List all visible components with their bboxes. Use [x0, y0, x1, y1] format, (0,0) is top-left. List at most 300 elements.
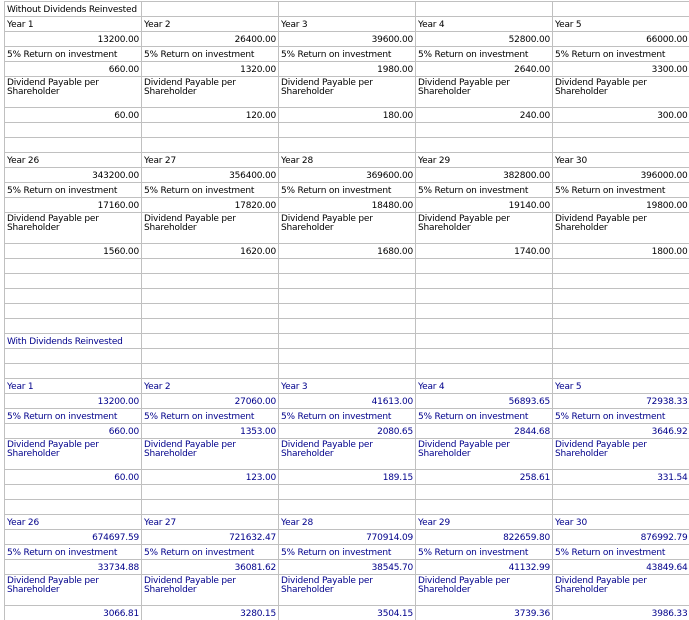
dividend-value-cell-text: 3986.33	[652, 609, 688, 619]
year-label-cell-text: Year 27	[144, 518, 176, 528]
return-value-cell-text: 19140.00	[509, 201, 550, 211]
return-value-row	[5, 560, 689, 575]
year-label-cell-text: Year 5	[555, 382, 581, 392]
year-header-row	[5, 515, 689, 530]
cell-empty[interactable]	[5, 304, 142, 319]
dividend-value-cell[interactable]	[5, 606, 142, 620]
total-value-cell-text: 13200.00	[98, 35, 139, 45]
year-header-row	[5, 379, 689, 394]
cell-empty[interactable]	[5, 289, 142, 304]
cell-empty[interactable]	[142, 304, 279, 319]
cell-empty[interactable]	[553, 123, 689, 138]
dividend-value-cell[interactable]	[279, 244, 416, 259]
return-label-cell[interactable]	[142, 183, 279, 198]
cell-empty[interactable]	[553, 2, 689, 17]
total-value-cell[interactable]	[279, 394, 416, 409]
dividend-label-cell[interactable]	[5, 77, 142, 108]
cell-empty[interactable]	[279, 349, 416, 364]
dividend-value-cell[interactable]	[416, 244, 553, 259]
cell-empty[interactable]	[553, 319, 689, 334]
return-value-cell[interactable]	[279, 560, 416, 575]
return-label-cell-text: 5% Return on investment	[7, 186, 117, 196]
cell-empty[interactable]	[5, 500, 142, 515]
cell-empty[interactable]	[416, 274, 553, 289]
dividend-value-cell-text: 189.15	[383, 473, 413, 483]
year-label-cell[interactable]	[416, 17, 553, 32]
dividend-value-cell[interactable]	[416, 606, 553, 620]
return-label-cell[interactable]	[553, 409, 689, 424]
cell-empty[interactable]	[279, 2, 416, 17]
dividend-label-cell-text: Dividend Payable per Shareholder	[7, 576, 99, 595]
dividend-value-cell[interactable]	[5, 470, 142, 485]
year-label-cell[interactable]	[279, 17, 416, 32]
cell-empty[interactable]	[142, 289, 279, 304]
year-label-cell[interactable]	[5, 515, 142, 530]
return-label-cell[interactable]	[279, 183, 416, 198]
return-value-cell[interactable]	[416, 198, 553, 213]
dividend-label-cell-text: Dividend Payable per Shareholder	[555, 214, 647, 233]
return-label-cell-text: 5% Return on investment	[144, 186, 254, 196]
dividend-label-cell[interactable]	[416, 213, 553, 244]
dividend-label-cell[interactable]	[142, 575, 279, 606]
return-value-cell[interactable]	[416, 424, 553, 439]
cell-empty[interactable]	[279, 500, 416, 515]
return-value-cell-text: 41132.99	[509, 563, 550, 573]
cell-empty[interactable]	[553, 274, 689, 289]
dividend-label-cell[interactable]	[279, 575, 416, 606]
total-value-cell[interactable]	[416, 394, 553, 409]
cell-empty[interactable]	[279, 319, 416, 334]
year-label-cell-text: Year 3	[281, 20, 307, 30]
total-value-cell-text: 356400.00	[229, 171, 276, 181]
dividend-label-cell-text: Dividend Payable per Shareholder	[418, 576, 510, 595]
total-value-cell[interactable]	[5, 32, 142, 47]
dividend-value-cell[interactable]	[5, 244, 142, 259]
dividend-value-cell[interactable]	[553, 606, 689, 620]
return-label-cell[interactable]	[279, 47, 416, 62]
dividend-value-cell[interactable]	[142, 606, 279, 620]
cell-empty[interactable]	[5, 364, 142, 379]
year-label-cell[interactable]	[142, 153, 279, 168]
cell-empty[interactable]	[553, 334, 689, 349]
dividend-label-cell[interactable]	[5, 575, 142, 606]
return-label-cell-text: 5% Return on investment	[144, 548, 254, 558]
return-label-cell[interactable]	[416, 47, 553, 62]
return-label-cell[interactable]	[142, 47, 279, 62]
year-label-cell[interactable]	[416, 515, 553, 530]
cell-empty[interactable]	[553, 138, 689, 153]
cell-empty[interactable]	[279, 123, 416, 138]
year-label-cell-text: Year 3	[281, 382, 307, 392]
return-label-cell[interactable]	[553, 545, 689, 560]
dividend-value-row	[5, 606, 689, 620]
return-value-cell[interactable]	[279, 198, 416, 213]
year-label-cell[interactable]	[279, 153, 416, 168]
dividend-value-cell[interactable]	[279, 470, 416, 485]
year-header-row	[5, 17, 689, 32]
cell-empty[interactable]	[142, 500, 279, 515]
dividend-value-cell-text: 1740.00	[514, 247, 550, 257]
dividend-label-cell-text: Dividend Payable per Shareholder	[281, 214, 373, 233]
cell-empty[interactable]	[5, 274, 142, 289]
dividend-label-cell-text: Dividend Payable per Shareholder	[418, 214, 510, 233]
dividend-label-cell[interactable]	[5, 439, 142, 470]
total-value-cell[interactable]	[5, 394, 142, 409]
return-label-cell[interactable]	[5, 409, 142, 424]
total-value-cell[interactable]	[416, 530, 553, 545]
return-value-cell-text: 38545.70	[372, 563, 413, 573]
return-value-cell[interactable]	[5, 198, 142, 213]
empty-row	[5, 274, 689, 289]
return-value-cell[interactable]	[416, 560, 553, 575]
cell-empty[interactable]	[416, 364, 553, 379]
dividend-label-cell[interactable]	[553, 575, 689, 606]
dividend-label-cell[interactable]	[142, 439, 279, 470]
dividend-label-cell[interactable]	[279, 439, 416, 470]
return-label-cell[interactable]	[142, 409, 279, 424]
return-value-row	[5, 198, 689, 213]
dividend-label-row	[5, 575, 689, 606]
cell-empty[interactable]	[416, 500, 553, 515]
year-label-cell[interactable]	[142, 17, 279, 32]
return-value-cell-text: 36081.62	[235, 563, 276, 573]
return-value-cell[interactable]	[553, 424, 689, 439]
return-value-row	[5, 62, 689, 77]
section-title-cell[interactable]	[5, 334, 142, 349]
total-row	[5, 168, 689, 183]
total-value-cell[interactable]	[416, 168, 553, 183]
dividend-value-cell-text: 258.61	[520, 473, 550, 483]
dividend-value-cell-text: 3504.15	[377, 609, 413, 619]
return-value-cell[interactable]	[5, 62, 142, 77]
empty-row	[5, 304, 689, 319]
total-value-cell[interactable]	[553, 530, 689, 545]
cell-empty[interactable]	[142, 259, 279, 274]
return-label-cell-text: 5% Return on investment	[418, 412, 528, 422]
dividend-value-cell[interactable]	[142, 244, 279, 259]
total-value-cell-text: 52800.00	[509, 35, 550, 45]
dividend-label-cell-text: Dividend Payable per Shareholder	[281, 576, 373, 595]
dividend-label-cell-text: Dividend Payable per Shareholder	[555, 78, 647, 97]
return-label-cell-text: 5% Return on investment	[7, 50, 117, 60]
return-label-cell[interactable]	[416, 409, 553, 424]
cell-empty[interactable]	[279, 259, 416, 274]
return-label-cell-text: 5% Return on investment	[144, 412, 254, 422]
cell-empty[interactable]	[279, 304, 416, 319]
dividend-value-cell-text: 60.00	[114, 111, 139, 121]
total-value-cell-text: 13200.00	[98, 397, 139, 407]
dividend-value-cell[interactable]	[142, 470, 279, 485]
year-label-cell-text: Year 29	[418, 518, 450, 528]
dividend-value-cell-text: 3739.36	[514, 609, 550, 619]
cell-empty[interactable]	[142, 349, 279, 364]
dividend-value-cell-text: 3280.15	[240, 609, 276, 619]
dividend-value-cell-text: 331.54	[657, 473, 687, 483]
total-value-cell[interactable]	[5, 168, 142, 183]
return-label-cell-text: 5% Return on investment	[555, 548, 665, 558]
cell-empty[interactable]	[5, 259, 142, 274]
total-value-cell[interactable]	[142, 32, 279, 47]
return-label-cell[interactable]	[279, 409, 416, 424]
year-label-cell-text: Year 30	[555, 518, 587, 528]
cell-empty[interactable]	[553, 364, 689, 379]
total-value-cell[interactable]	[279, 32, 416, 47]
dividend-label-cell[interactable]	[553, 439, 689, 470]
year-label-cell[interactable]	[142, 515, 279, 530]
cell-empty[interactable]	[553, 485, 689, 500]
return-value-cell[interactable]	[279, 62, 416, 77]
total-value-cell-text: 343200.00	[92, 171, 139, 181]
cell-empty[interactable]	[279, 364, 416, 379]
cell-empty[interactable]	[416, 2, 553, 17]
dividend-value-cell[interactable]	[416, 470, 553, 485]
cell-empty[interactable]	[142, 274, 279, 289]
total-value-cell[interactable]	[142, 394, 279, 409]
year-label-cell-text: Year 28	[281, 156, 313, 166]
return-value-cell[interactable]	[5, 560, 142, 575]
empty-row	[5, 319, 689, 334]
dividend-label-cell[interactable]	[416, 77, 553, 108]
return-value-cell[interactable]	[553, 62, 689, 77]
cell-empty[interactable]	[5, 319, 142, 334]
return-value-cell[interactable]	[5, 424, 142, 439]
spreadsheet-grid	[4, 1, 689, 620]
year-label-cell-text: Year 5	[555, 20, 581, 30]
total-value-cell[interactable]	[279, 530, 416, 545]
dividend-label-cell-text: Dividend Payable per Shareholder	[418, 440, 510, 459]
return-label-cell-text: 5% Return on investment	[144, 50, 254, 60]
year-label-cell[interactable]	[142, 379, 279, 394]
return-label-cell-text: 5% Return on investment	[418, 50, 528, 60]
year-label-cell[interactable]	[553, 17, 689, 32]
cell-empty[interactable]	[416, 138, 553, 153]
return-label-cell[interactable]	[553, 47, 689, 62]
cell-empty[interactable]	[416, 334, 553, 349]
dividend-value-cell[interactable]	[553, 244, 689, 259]
return-value-cell[interactable]	[142, 424, 279, 439]
return-value-cell-text: 1353.00	[240, 427, 276, 437]
year-label-cell-text: Year 30	[555, 156, 587, 166]
cell-empty[interactable]	[142, 123, 279, 138]
section-title-cell-text: Without Dividends Reinvested	[7, 5, 137, 15]
dividend-label-cell[interactable]	[279, 213, 416, 244]
dividend-label-cell[interactable]	[142, 77, 279, 108]
cell-empty[interactable]	[279, 274, 416, 289]
return-value-cell[interactable]	[142, 62, 279, 77]
dividend-value-cell-text: 60.00	[114, 473, 139, 483]
dividend-value-cell[interactable]	[553, 108, 689, 123]
year-label-cell[interactable]	[5, 379, 142, 394]
year-label-cell-text: Year 2	[144, 20, 170, 30]
return-label-cell-text: 5% Return on investment	[281, 548, 391, 558]
dividend-value-cell-text: 300.00	[657, 111, 687, 121]
year-label-cell[interactable]	[553, 379, 689, 394]
section-title-cell[interactable]	[5, 2, 142, 17]
return-label-cell-text: 5% Return on investment	[281, 186, 391, 196]
year-label-cell[interactable]	[553, 153, 689, 168]
return-label-cell[interactable]	[142, 545, 279, 560]
cell-empty[interactable]	[5, 123, 142, 138]
return-value-cell-text: 660.00	[109, 427, 139, 437]
year-label-cell[interactable]	[416, 153, 553, 168]
dividend-value-row	[5, 244, 689, 259]
total-row	[5, 394, 689, 409]
dividend-value-cell[interactable]	[279, 606, 416, 620]
cell-empty[interactable]	[279, 289, 416, 304]
return-label-cell-text: 5% Return on investment	[555, 412, 665, 422]
return-value-cell-text: 3646.92	[652, 427, 688, 437]
cell-empty[interactable]	[553, 349, 689, 364]
return-label-cell[interactable]	[416, 183, 553, 198]
empty-row	[5, 123, 689, 138]
year-label-cell[interactable]	[416, 379, 553, 394]
return-label-cell[interactable]	[279, 545, 416, 560]
dividend-label-cell-text: Dividend Payable per Shareholder	[144, 440, 236, 459]
return-value-cell-text: 2844.68	[514, 427, 550, 437]
total-value-cell-text: 27060.00	[235, 397, 276, 407]
dividend-label-row	[5, 77, 689, 108]
total-value-cell[interactable]	[142, 530, 279, 545]
total-value-cell[interactable]	[279, 168, 416, 183]
return-label-cell[interactable]	[5, 545, 142, 560]
cell-empty[interactable]	[416, 259, 553, 274]
cell-empty[interactable]	[5, 138, 142, 153]
cell-empty[interactable]	[553, 500, 689, 515]
dividend-value-row	[5, 470, 689, 485]
cell-empty[interactable]	[142, 364, 279, 379]
cell-empty[interactable]	[5, 349, 142, 364]
cell-empty[interactable]	[279, 334, 416, 349]
return-label-cell-text: 5% Return on investment	[418, 548, 528, 558]
cell-empty[interactable]	[142, 319, 279, 334]
section-title-row	[5, 2, 689, 17]
dividend-value-cell-text: 1560.00	[103, 247, 139, 257]
cell-empty[interactable]	[279, 138, 416, 153]
year-label-cell-text: Year 26	[7, 156, 39, 166]
cell-empty[interactable]	[5, 485, 142, 500]
year-label-cell[interactable]	[5, 17, 142, 32]
return-value-cell-text: 660.00	[109, 65, 139, 75]
dividend-label-cell[interactable]	[416, 575, 553, 606]
dividend-label-cell[interactable]	[553, 213, 689, 244]
total-value-cell[interactable]	[553, 168, 689, 183]
dividend-value-cell[interactable]	[416, 108, 553, 123]
cell-empty[interactable]	[142, 334, 279, 349]
return-value-cell-text: 17820.00	[235, 201, 276, 211]
year-header-row	[5, 153, 689, 168]
dividend-value-cell-text: 180.00	[383, 111, 413, 121]
empty-row	[5, 364, 689, 379]
return-value-cell[interactable]	[142, 560, 279, 575]
year-label-cell[interactable]	[553, 515, 689, 530]
year-label-cell-text: Year 2	[144, 382, 170, 392]
return-value-cell-text: 43849.64	[646, 563, 687, 573]
return-value-cell[interactable]	[279, 424, 416, 439]
return-value-cell[interactable]	[553, 560, 689, 575]
total-value-cell-text: 770914.09	[366, 533, 413, 543]
dividend-label-cell[interactable]	[5, 213, 142, 244]
total-value-cell-text: 66000.00	[646, 35, 687, 45]
year-label-cell[interactable]	[279, 379, 416, 394]
cell-empty[interactable]	[142, 485, 279, 500]
return-value-cell-text: 2640.00	[514, 65, 550, 75]
return-label-cell-text: 5% Return on investment	[281, 50, 391, 60]
cell-empty[interactable]	[416, 485, 553, 500]
dividend-label-cell[interactable]	[553, 77, 689, 108]
cell-empty[interactable]	[416, 123, 553, 138]
dividend-label-cell-text: Dividend Payable per Shareholder	[144, 576, 236, 595]
cell-empty[interactable]	[142, 138, 279, 153]
dividend-label-row	[5, 213, 689, 244]
return-value-cell-text: 33734.88	[98, 563, 139, 573]
return-value-cell-text: 17160.00	[98, 201, 139, 211]
cell-empty[interactable]	[553, 304, 689, 319]
cell-empty[interactable]	[553, 259, 689, 274]
dividend-label-cell[interactable]	[142, 213, 279, 244]
year-label-cell-text: Year 1	[7, 382, 33, 392]
return-label-cell-text: 5% Return on investment	[418, 186, 528, 196]
dividend-value-cell[interactable]	[553, 470, 689, 485]
cell-empty[interactable]	[416, 289, 553, 304]
cell-empty[interactable]	[416, 304, 553, 319]
return-label-cell[interactable]	[5, 47, 142, 62]
cell-empty[interactable]	[416, 319, 553, 334]
total-value-cell[interactable]	[553, 394, 689, 409]
empty-row	[5, 485, 689, 500]
return-value-cell-text: 2080.65	[377, 427, 413, 437]
cell-empty[interactable]	[142, 2, 279, 17]
dividend-value-cell-text: 3066.81	[103, 609, 139, 619]
dividend-value-cell[interactable]	[279, 108, 416, 123]
year-label-cell-text: Year 29	[418, 156, 450, 166]
dividend-label-cell[interactable]	[416, 439, 553, 470]
dividend-value-cell[interactable]	[5, 108, 142, 123]
dividend-value-cell[interactable]	[142, 108, 279, 123]
return-label-cell[interactable]	[553, 183, 689, 198]
return-label-cell[interactable]	[416, 545, 553, 560]
return-value-cell-text: 18480.00	[372, 201, 413, 211]
return-value-cell[interactable]	[416, 62, 553, 77]
dividend-label-cell[interactable]	[279, 77, 416, 108]
return-label-row	[5, 409, 689, 424]
return-value-cell[interactable]	[142, 198, 279, 213]
empty-row	[5, 138, 689, 153]
cell-empty[interactable]	[416, 349, 553, 364]
return-label-row	[5, 47, 689, 62]
dividend-label-cell-text: Dividend Payable per Shareholder	[281, 78, 373, 97]
cell-empty[interactable]	[553, 289, 689, 304]
year-label-cell[interactable]	[279, 515, 416, 530]
return-value-cell[interactable]	[553, 198, 689, 213]
empty-row	[5, 349, 689, 364]
total-value-cell[interactable]	[5, 530, 142, 545]
year-label-cell-text: Year 1	[7, 20, 33, 30]
total-value-cell[interactable]	[553, 32, 689, 47]
cell-empty[interactable]	[279, 485, 416, 500]
return-label-cell[interactable]	[5, 183, 142, 198]
total-value-cell[interactable]	[142, 168, 279, 183]
dividend-label-cell-text: Dividend Payable per Shareholder	[7, 440, 99, 459]
year-label-cell[interactable]	[5, 153, 142, 168]
dividend-value-cell-text: 123.00	[246, 473, 276, 483]
total-value-cell-text: 26400.00	[235, 35, 276, 45]
return-label-row	[5, 545, 689, 560]
total-value-cell-text: 822659.80	[503, 533, 550, 543]
dividend-value-cell-text: 1680.00	[377, 247, 413, 257]
return-label-cell-text: 5% Return on investment	[7, 412, 117, 422]
dividend-label-cell-text: Dividend Payable per Shareholder	[555, 576, 647, 595]
total-value-cell[interactable]	[416, 32, 553, 47]
